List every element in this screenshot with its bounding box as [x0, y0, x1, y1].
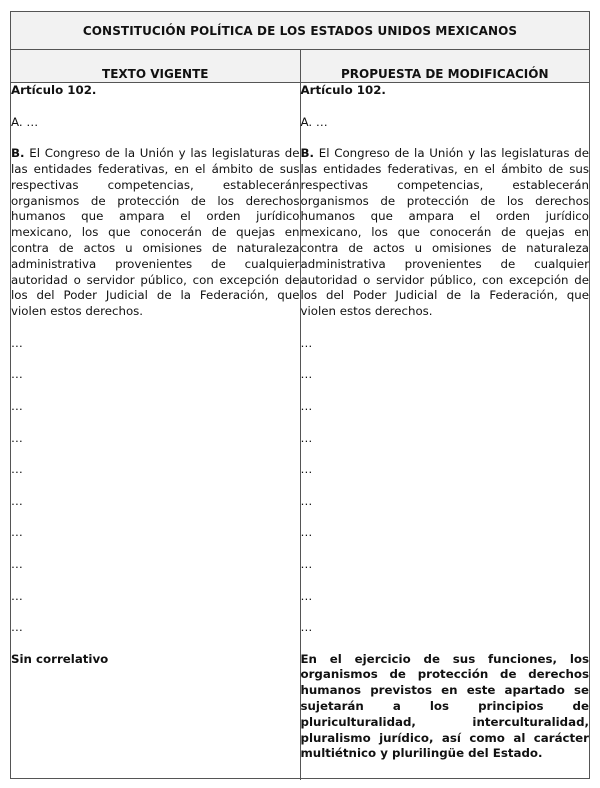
section-b-label: B. — [11, 146, 25, 161]
ellipsis-line: … — [11, 620, 23, 635]
ellipsis-line: … — [11, 398, 23, 413]
ellipsis-line: … — [11, 556, 23, 571]
section-a: A. … — [11, 114, 39, 129]
ellipsis-line: … — [11, 462, 23, 477]
ellipsis-line: … — [300, 620, 313, 635]
ellipsis-line: … — [300, 588, 313, 603]
proposed-amendment: En el ejercicio de sus funciones, los organismos de protección de derechos humanos previstos en este apartado se sujetarán a los principios de pluriculturalidad, interculturalidad, pluralismo jurídico, así como al carácter multiétnico y plurilingüe del Estado. — [300, 651, 589, 761]
no-correlative: Sin correlativo — [11, 651, 109, 666]
content-row — [11, 83, 589, 780]
ellipsis-line: … — [11, 525, 23, 540]
ellipsis-line: … — [300, 430, 313, 445]
ellipsis-line: … — [300, 367, 313, 382]
ellipsis-line: … — [300, 493, 313, 508]
header-proposed-text: PROPUESTA DE MODIFICACIÓN — [301, 50, 590, 82]
ellipsis-line: … — [300, 335, 313, 350]
current-text-column — [11, 83, 301, 780]
ellipsis-line: … — [300, 525, 313, 540]
ellipsis-line: … — [300, 398, 313, 413]
proposed-text-column — [301, 83, 590, 780]
ellipsis-line: … — [11, 588, 23, 603]
article-heading: Artículo 102. — [300, 83, 386, 97]
ellipsis-line: … — [11, 367, 23, 382]
section-b-text: El Congreso de la Unión y las legislaturas de las entidades federativas, en el ámbito de sus respectivas competencias, establecerán organismos de protección de los derechos humanos que ampara el orden jurídico mexicano, los que conocerán de quejas en contra de actos u omisiones de naturaleza administrativa provenientes de cualquier autoridad o servidor público, con excepción de los del Poder Judicial de la Federación, que violen estos derechos. — [300, 146, 589, 319]
ellipsis-line: … — [300, 556, 313, 571]
ellipsis-line: … — [300, 462, 313, 477]
article-heading: Artículo 102. — [11, 83, 97, 97]
table-title: CONSTITUCIÓN POLÍTICA DE LOS ESTADOS UNIDOS MEXICANOS — [11, 12, 589, 50]
section-b-label: B. — [300, 146, 314, 161]
column-header-row — [11, 50, 589, 83]
section-a: A. … — [300, 114, 328, 129]
section-b — [11, 146, 300, 320]
section-b — [301, 146, 590, 320]
ellipsis-line: … — [11, 493, 23, 508]
header-current-text: TEXTO VIGENTE — [11, 50, 301, 82]
section-b-text: El Congreso de la Unión y las legislaturas de las entidades federativas, en el ámbito de sus respectivas competencias, establecerán organismos de protección de los derechos humanos que ampara el orden jurídico mexicano, los que conocerán de quejas en contra de actos u omisiones de naturaleza administrativa provenientes de cualquier autoridad o servidor público, con excepción de los del Poder Judicial de la Federación, que violen estos derechos. — [11, 146, 300, 319]
ellipsis-line: … — [11, 430, 23, 445]
comparison-table — [10, 11, 590, 779]
ellipsis-line: … — [11, 335, 23, 350]
